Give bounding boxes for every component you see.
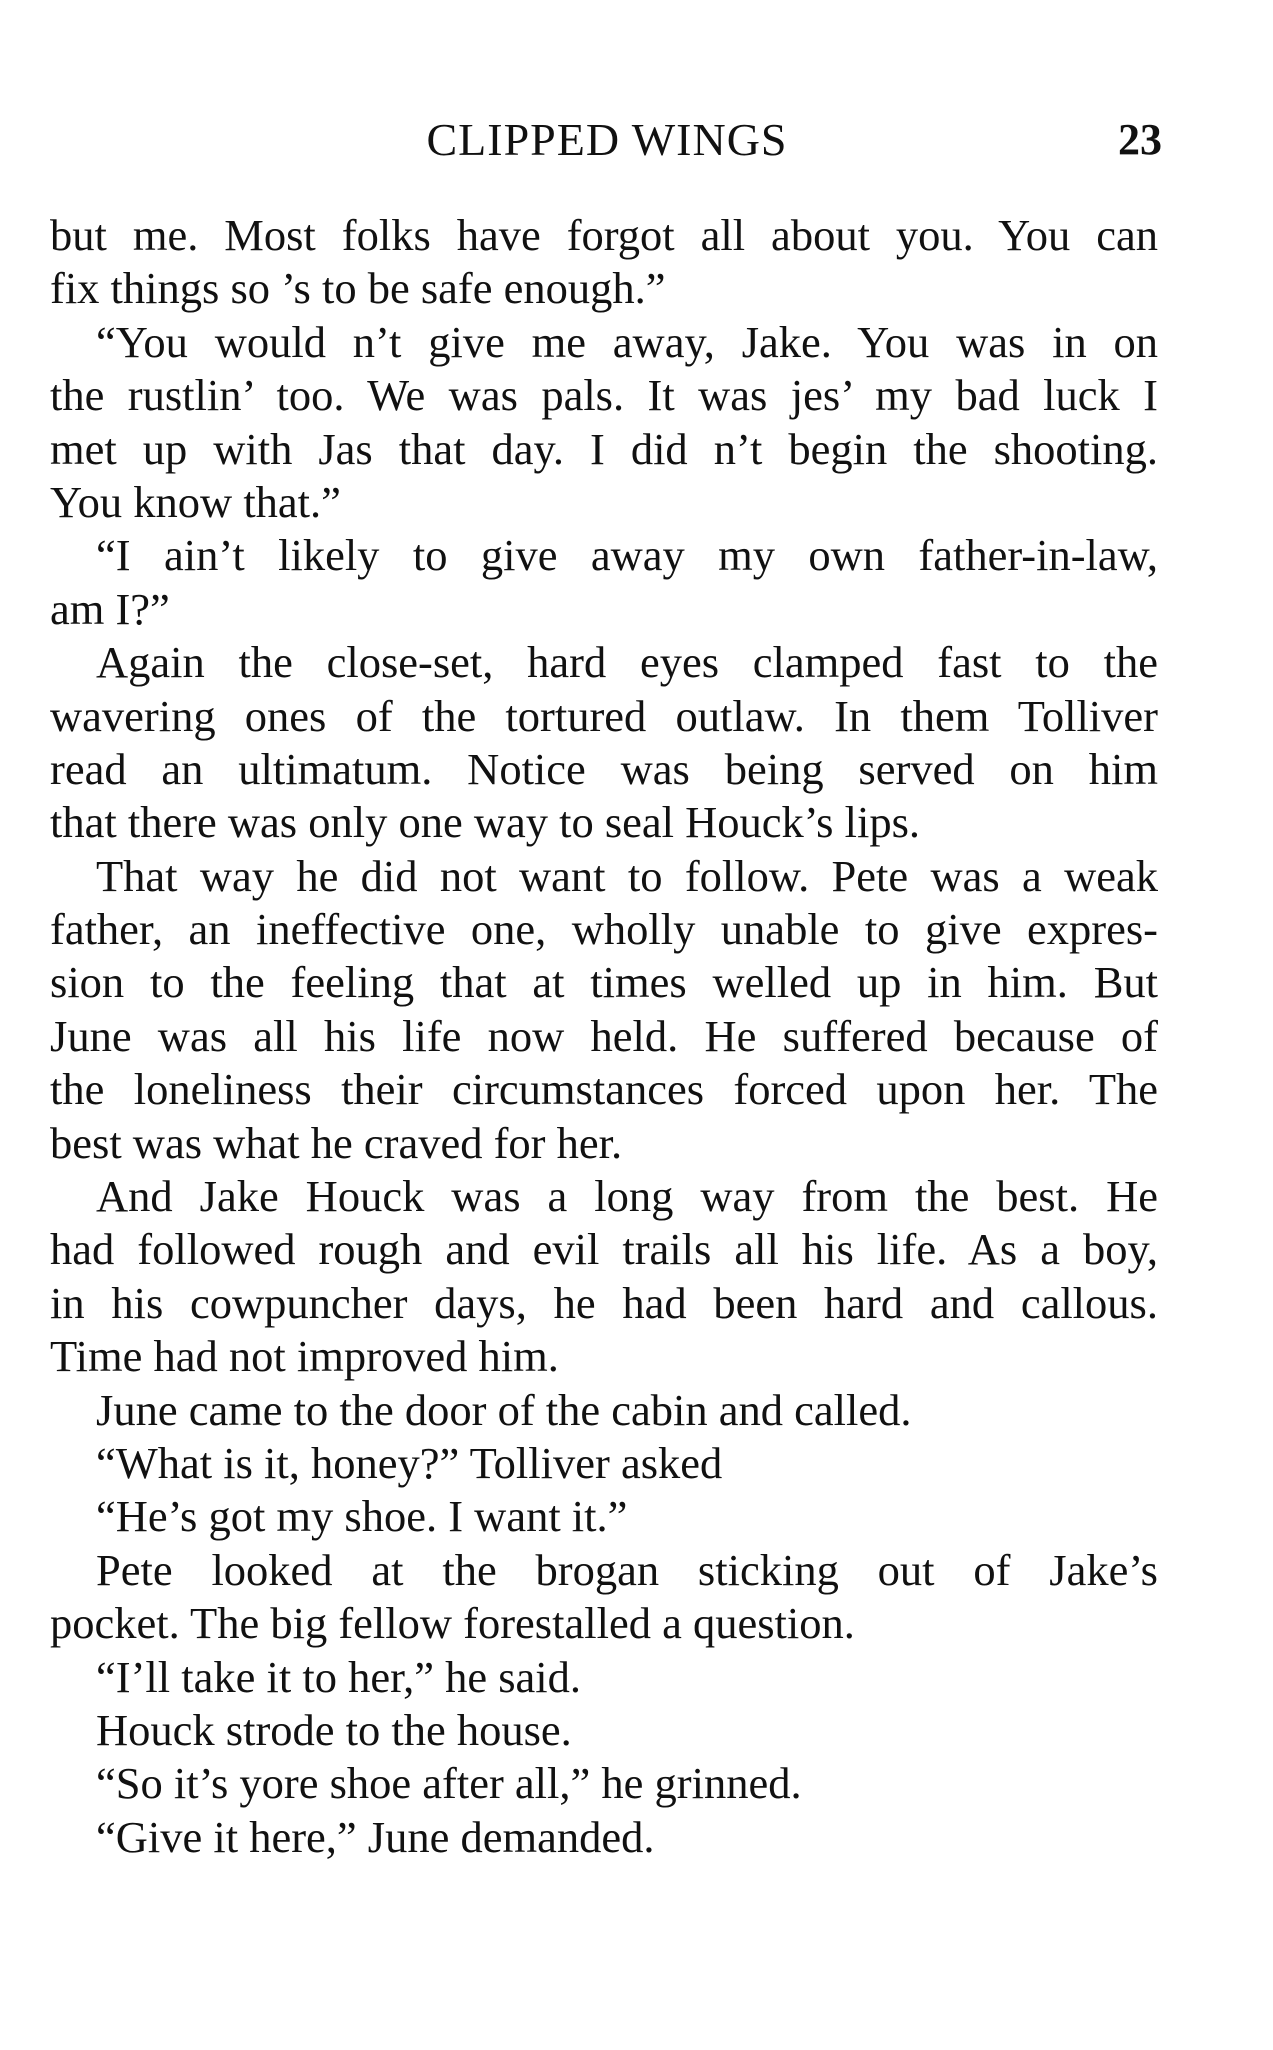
text-line: but me. Most folks have forgot all about you. You can xyxy=(50,210,1158,260)
text-line: And Jake Houck was a long way from the best. He xyxy=(96,1171,1158,1222)
text-line: am I?” xyxy=(50,583,170,634)
text-line: “Give it here,” June demanded. xyxy=(96,1811,655,1862)
text-line: the loneliness their circumstances forced upon her. The xyxy=(50,1064,1158,1115)
text-line: “He’s got my shoe. I want it.” xyxy=(96,1491,628,1542)
page-number: 23 xyxy=(1118,115,1162,164)
text-line: wavering ones of the tortured outlaw. In them Tolliver xyxy=(50,690,1158,741)
text-line: fix things so ’s to be safe enough.” xyxy=(50,263,666,314)
text-line: Again the close-set, hard eyes clamped fast to the xyxy=(96,637,1158,688)
text-line: Time had not improved him. xyxy=(50,1331,559,1382)
running-title: CLIPPED WINGS xyxy=(426,114,788,165)
text-line: “You would n’t give me away, Jake. You was in on xyxy=(96,316,1158,367)
text-line: best was what he craved for her. xyxy=(50,1117,623,1168)
text-line: in his cowpuncher days, he had been hard and callous. xyxy=(50,1277,1158,1328)
text-line: That way he did not want to follow. Pete was a weak xyxy=(96,850,1158,901)
text-line: June came to the door of the cabin and called. xyxy=(96,1384,912,1435)
text-line: “I ain’t likely to give away my own father-in-law, xyxy=(96,530,1158,581)
page-header xyxy=(52,110,1162,170)
body-text xyxy=(50,209,1158,1864)
text-line: met up with Jas that day. I did n’t begin the shooting. xyxy=(50,423,1158,474)
text-line: the rustlin’ too. We was pals. It was jes’ my bad luck I xyxy=(50,370,1158,421)
text-line: sion to the feeling that at times welled up in him. But xyxy=(50,957,1158,1008)
text-line: “What is it, honey?” Tolliver asked xyxy=(96,1437,723,1488)
text-line: June was all his life now held. He suffered because of xyxy=(50,1010,1158,1061)
text-line: that there was only one way to seal Houck’s lips. xyxy=(50,797,921,848)
text-line: Houck strode to the house. xyxy=(96,1704,572,1755)
text-line: read an ultimatum. Notice was being served on him xyxy=(50,743,1158,794)
text-line: Pete looked at the brogan sticking out of Jake’s xyxy=(96,1544,1158,1595)
text-line: “So it’s yore shoe after all,” he grinned. xyxy=(96,1758,802,1809)
text-line: “I’ll take it to her,” he said. xyxy=(96,1651,582,1702)
text-line: pocket. The big fellow forestalled a question. xyxy=(50,1598,855,1649)
text-line: had followed rough and evil trails all his life. As a boy, xyxy=(50,1224,1158,1275)
text-line: father, an ineffective one, wholly unable to give expres- xyxy=(50,904,1158,955)
text-line: You know that.” xyxy=(50,476,341,527)
